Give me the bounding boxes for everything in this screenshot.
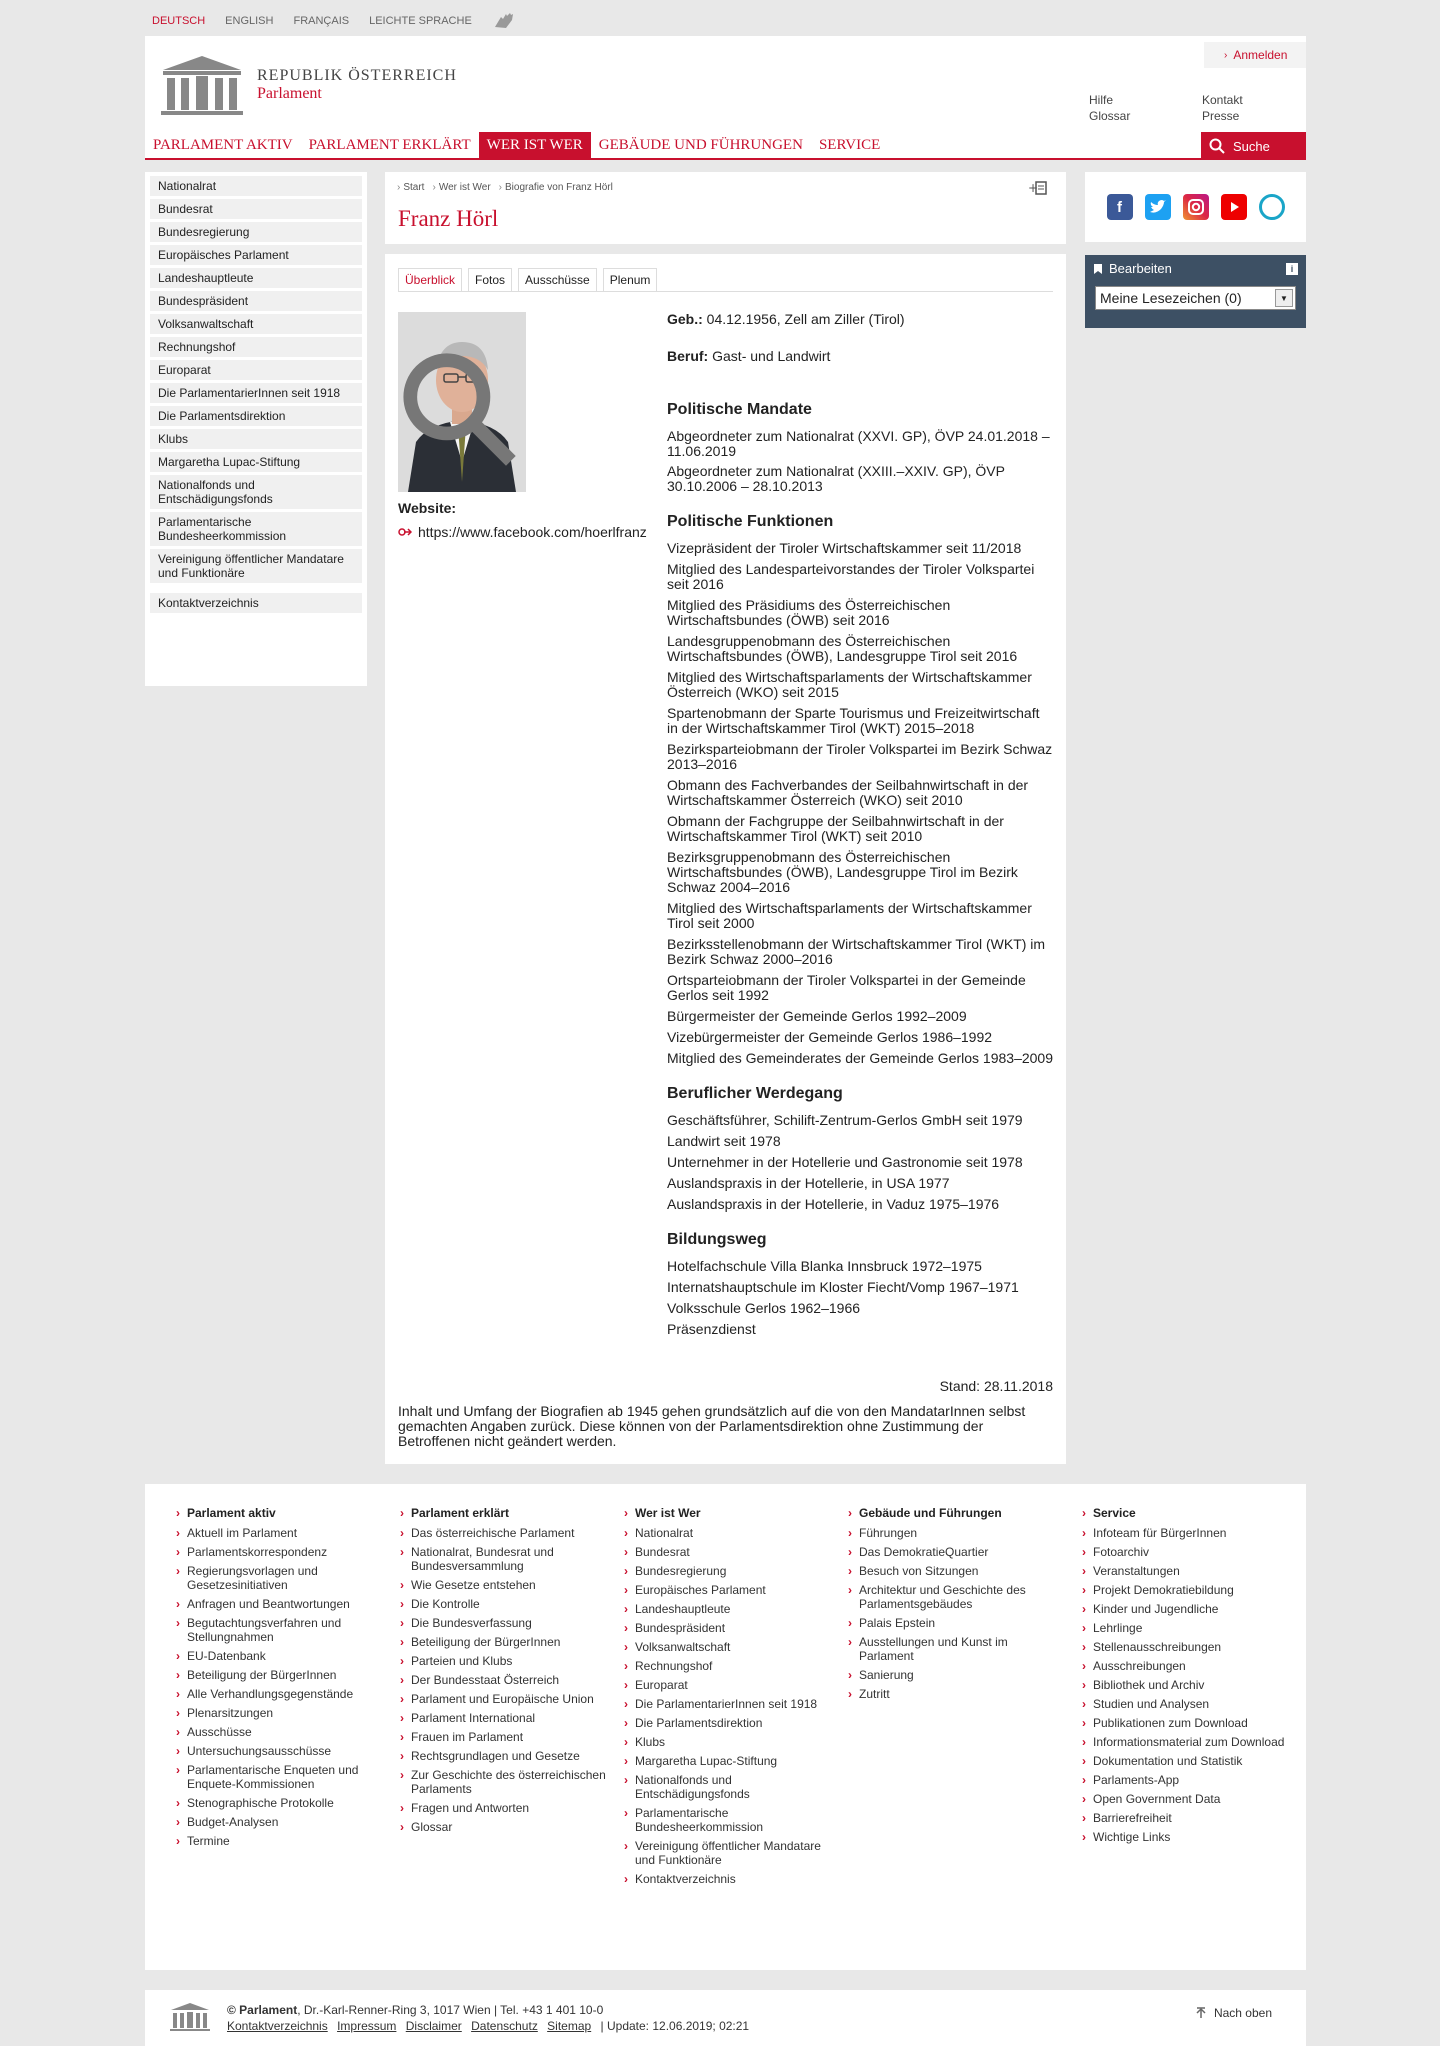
- footer-link[interactable]: › Beteiligung der BürgerInnen: [411, 1635, 611, 1649]
- twitter-bird-glyph: [1149, 199, 1167, 215]
- footer-link[interactable]: › Publikationen zum Download: [1093, 1716, 1293, 1730]
- footer-col-title[interactable]: › Service: [1093, 1506, 1293, 1520]
- footer-link[interactable]: › Plenarsitzungen: [187, 1706, 387, 1720]
- portrait-photo[interactable]: [398, 312, 526, 492]
- footer-link[interactable]: › Europäisches Parlament: [635, 1583, 835, 1597]
- footer-link[interactable]: › Ausstellungen und Kunst im Parlament: [859, 1635, 1059, 1663]
- footer-link[interactable]: › Open Government Data: [1093, 1792, 1293, 1806]
- parliament-building-icon: [159, 54, 245, 116]
- nav-service[interactable]: SERVICE: [818, 136, 881, 153]
- bottom-bar: [145, 1970, 1306, 2046]
- nav-parlament-erklaert[interactable]: PARLAMENT ERKLÄRT: [308, 136, 471, 153]
- footer-link[interactable]: › Zutritt: [859, 1687, 1059, 1701]
- bookmark-select[interactable]: [1095, 286, 1296, 310]
- external-link-icon: [398, 527, 412, 537]
- facebook-icon[interactable]: f: [1107, 194, 1133, 220]
- footer-link[interactable]: › Margaretha Lupac-Stiftung: [635, 1754, 835, 1768]
- bookmark-icon: [1093, 263, 1103, 275]
- list-item: Abgeordneter zum Nationalrat (XXVI. GP), ÖVP 24.01.2018 – 11.06.2019: [667, 428, 1050, 459]
- list-item: Mitglied des Landesparteivorstandes der Tiroler Volkspartei seit 2016: [667, 561, 1035, 592]
- tab-bar: [398, 268, 1053, 292]
- list-item: Spartenobmann der Sparte Tourismus und Freizeitwirtschaft in der Wirtschaftskammer Tirol (WKT) 2015–2018: [667, 705, 1040, 736]
- biography: [667, 312, 1053, 1343]
- job-label: Beruf:: [667, 348, 709, 364]
- back-to-top-label: Nach oben: [1213, 2006, 1272, 2020]
- list-item: Bezirksstellenobmann der Wirtschaftskammer Tirol (WKT) im Bezirk Schwaz 2000–2016: [667, 936, 1046, 967]
- list-item: Ortsparteiobmann der Tiroler Volkspartei in der Gemeinde Gerlos seit 1992: [667, 972, 1026, 1003]
- sidebar: [145, 172, 367, 686]
- disclaimer-text: Inhalt und Umfang der Biografien ab 1945 gehen grundsätzlich auf die von den MandatarInnen selbst gemachten Angaben zurück. Diese können von der Parlamentsdirektion ohne Zustimmung der Betroffenen nicht geändert werden.: [398, 1403, 1026, 1449]
- lang-leichte-sprache[interactable]: LEICHTE SPRACHE: [369, 15, 472, 27]
- breadcrumb-wer-ist-wer[interactable]: › Wer ist Wer: [432, 182, 490, 193]
- parlament-app-icon[interactable]: [1259, 194, 1285, 220]
- footer-link[interactable]: › Kontaktverzeichnis: [635, 1872, 835, 1886]
- career-heading: Beruflicher Werdegang: [667, 1085, 843, 1102]
- footer-link[interactable]: › Besuch von Sitzungen: [859, 1564, 1059, 1578]
- sidebar-item-vereinigung[interactable]: Vereinigung öffentlicher Mandatare und Funktionäre: [150, 549, 362, 583]
- bottom-link-disclaimer[interactable]: Disclaimer: [405, 2019, 462, 2033]
- bottom-link-sitemap[interactable]: Sitemap: [547, 2019, 592, 2033]
- tab-fotos[interactable]: Fotos: [468, 268, 512, 291]
- footer-link[interactable]: › Bundespräsident: [635, 1621, 835, 1635]
- contact-link[interactable]: Kontakt: [1202, 93, 1243, 107]
- page-title: Franz Hörl: [398, 206, 499, 231]
- footer-col-title[interactable]: › Parlament aktiv: [187, 1506, 387, 1520]
- sidebar-item-bundesrat[interactable]: Bundesrat: [150, 199, 362, 219]
- nav-wer-ist-wer[interactable]: WER IST WER: [479, 132, 591, 158]
- content-main: [385, 254, 1066, 1464]
- footer-link[interactable]: › Nationalrat: [635, 1526, 835, 1540]
- footer-link[interactable]: › Die ParlamentarierInnen seit 1918: [635, 1697, 835, 1711]
- footer-link[interactable]: › Projekt Demokratiebildung: [1093, 1583, 1293, 1597]
- footer-link[interactable]: › Die Kontrolle: [411, 1597, 611, 1611]
- list-item: Landesgruppenobmann des Österreichischen Wirtschaftsbundes (ÖWB), Landesgruppe Tirol seit 2016: [667, 633, 1018, 664]
- footer-link[interactable]: › Palais Epstein: [859, 1616, 1059, 1630]
- stand-date: Stand: 28.11.2018: [939, 1378, 1053, 1394]
- sidebar-item-parlamentarierinnen[interactable]: Die ParlamentarierInnen seit 1918: [150, 383, 362, 403]
- footer-link[interactable]: › Regierungsvorlagen und Gesetzesinitiativen: [187, 1564, 387, 1592]
- footer-link[interactable]: › Zur Geschichte des österreichischen Parlaments: [411, 1768, 611, 1796]
- footer-link[interactable]: › Nationalfonds und Entschädigungsfonds: [635, 1773, 835, 1801]
- footer-col-title[interactable]: › Wer ist Wer: [635, 1506, 835, 1520]
- footer-link[interactable]: › Termine: [187, 1834, 387, 1848]
- footer-link[interactable]: › Rechtsgrundlagen und Gesetze: [411, 1749, 611, 1763]
- sidebar-item-europarat[interactable]: Europarat: [150, 360, 362, 380]
- footer-link[interactable]: › Lehrlinge: [1093, 1621, 1293, 1635]
- tab-plenum[interactable]: Plenum: [603, 268, 658, 291]
- sidebar-item-nationalrat[interactable]: Nationalrat: [150, 176, 362, 196]
- footer-link[interactable]: › Rechnungshof: [635, 1659, 835, 1673]
- search-icon: [1209, 138, 1225, 154]
- website-link[interactable]: [398, 524, 647, 540]
- bookmark-add-icon[interactable]: [1028, 180, 1048, 196]
- career-list: [667, 1113, 1053, 1212]
- footer-link[interactable]: › Vereinigung öffentlicher Mandatare und Funktionäre: [635, 1839, 835, 1867]
- login-button[interactable]: [1204, 42, 1306, 68]
- parliament-building-icon: [169, 2002, 211, 2032]
- list-item: Bezirksgruppenobmann des Österreichischen Wirtschaftsbundes (ÖWB), Landesgruppe Tirol im Bezirk Schwaz 2004–2016: [667, 849, 1018, 895]
- footer-link[interactable]: › Kinder und Jugendliche: [1093, 1602, 1293, 1616]
- job-value: Gast- und Landwirt: [708, 348, 831, 364]
- info-icon[interactable]: i: [1286, 263, 1298, 275]
- list-item: Abgeordneter zum Nationalrat (XXIII.–XXIV. GP), ÖVP 30.10.2006 – 28.10.2013: [667, 463, 1005, 494]
- zoom-icon[interactable]: [398, 316, 520, 492]
- footer-link[interactable]: › Parlaments-App: [1093, 1773, 1293, 1787]
- twitter-icon[interactable]: [1145, 194, 1171, 220]
- footer-col-title[interactable]: › Gebäude und Führungen: [859, 1506, 1059, 1520]
- footer-col-wer-ist-wer: [635, 1506, 835, 1891]
- lang-deutsch[interactable]: DEUTSCH: [152, 15, 206, 27]
- update-date: | Update: 12.06.2019; 02:21: [600, 2019, 750, 2033]
- footer-link[interactable]: › Die Bundesverfassung: [411, 1616, 611, 1630]
- util-links-right: [1202, 92, 1243, 124]
- footer-link[interactable]: › Parlament und Europäische Union: [411, 1692, 611, 1706]
- play-glyph: [1227, 200, 1241, 214]
- footer-col-parlament-erklaert: [411, 1506, 611, 1839]
- glossary-link[interactable]: Glossar: [1089, 109, 1131, 123]
- footer-link[interactable]: › Der Bundesstaat Österreich: [411, 1673, 611, 1687]
- list-item: Internatshauptschule im Kloster Fiecht/Vomp 1967–1971: [667, 1279, 1019, 1295]
- login-label: Anmelden: [1233, 48, 1288, 62]
- language-bar: [152, 10, 516, 32]
- footer-link[interactable]: › Nationalrat, Bundesrat und Bundesversammlung: [411, 1545, 611, 1573]
- sidebar-item-rechnungshof[interactable]: Rechnungshof: [150, 337, 362, 357]
- born-row: [667, 312, 1053, 327]
- lang-francais[interactable]: FRANÇAIS: [293, 15, 350, 27]
- functions-list: [667, 541, 1053, 1066]
- logo-text-republik: REPUBLIK ÖSTERREICH: [257, 67, 457, 84]
- list-item: Auslandspraxis in der Hotellerie, in USA 1977: [667, 1175, 950, 1191]
- list-item: Präsenzdienst: [667, 1321, 756, 1337]
- instagram-glyph: [1187, 198, 1205, 216]
- footer-link[interactable]: › Stenographische Protokolle: [187, 1796, 387, 1810]
- footer-link[interactable]: › Infoteam für BürgerInnen: [1093, 1526, 1293, 1540]
- arrow-up-icon: [1196, 2007, 1206, 2019]
- footer-link[interactable]: › Parlamentskorrespondenz: [187, 1545, 387, 1559]
- footer-link[interactable]: › Parlamentarische Bundesheerkommission: [635, 1806, 835, 1834]
- footer-link[interactable]: › Anfragen und Beantwortungen: [187, 1597, 387, 1611]
- sidebar-item-volksanwaltschaft[interactable]: Volksanwaltschaft: [150, 314, 362, 334]
- footer-link[interactable]: › Parlament International: [411, 1711, 611, 1725]
- functions-heading: Politische Funktionen: [667, 513, 834, 530]
- svg-text:+: +: [1028, 181, 1039, 195]
- born-value: 04.12.1956, Zell am Ziller (Tirol): [702, 311, 905, 327]
- footer-link[interactable]: › Führungen: [859, 1526, 1059, 1540]
- lang-english[interactable]: ENGLISH: [225, 15, 274, 27]
- footer-link[interactable]: › Informationsmaterial zum Download: [1093, 1735, 1293, 1749]
- footer-link[interactable]: › Stellenausschreibungen: [1093, 1640, 1293, 1654]
- breadcrumb: [397, 182, 613, 193]
- footer-link[interactable]: › Ausschüsse: [187, 1725, 387, 1739]
- footer-link[interactable]: › Studien und Analysen: [1093, 1697, 1293, 1711]
- footer-col-gebaeude: [859, 1506, 1059, 1706]
- footer-link[interactable]: › Klubs: [635, 1735, 835, 1749]
- footer-link[interactable]: › Aktuell im Parlament: [187, 1526, 387, 1540]
- footer-link[interactable]: › Glossar: [411, 1820, 611, 1834]
- util-links-left: [1089, 92, 1130, 124]
- sidebar-item-bundesregierung[interactable]: Bundesregierung: [150, 222, 362, 242]
- footer-link[interactable]: › Dokumentation und Statistik: [1093, 1754, 1293, 1768]
- footer-link[interactable]: › Parteien und Klubs: [411, 1654, 611, 1668]
- tab-ausschuesse[interactable]: Ausschüsse: [518, 268, 597, 291]
- footer-link[interactable]: › Veranstaltungen: [1093, 1564, 1293, 1578]
- footer-link[interactable]: › Parlamentarische Enqueten und Enquete-Kommissionen: [187, 1763, 387, 1791]
- youtube-icon[interactable]: [1221, 194, 1247, 220]
- list-item: Hotelfachschule Villa Blanka Innsbruck 1972–1975: [667, 1258, 982, 1274]
- copyright-org: © Parlament: [227, 2003, 298, 2017]
- sidebar-item-bundespraesident[interactable]: Bundespräsident: [150, 291, 362, 311]
- breadcrumb-current: › Biografie von Franz Hörl: [499, 182, 613, 193]
- chevron-down-icon: ▼: [1275, 289, 1293, 307]
- search-button[interactable]: [1201, 132, 1306, 160]
- footer-link[interactable]: › Begutachtungsverfahren und Stellungnahmen: [187, 1616, 387, 1644]
- list-item: Mitglied des Wirtschaftsparlaments der Wirtschaftskammer Österreich (WKO) seit 2015: [667, 669, 1032, 700]
- footer-link[interactable]: › Das DemokratieQuartier: [859, 1545, 1059, 1559]
- education-heading: Bildungsweg: [667, 1231, 767, 1248]
- footer-link[interactable]: › Bibliothek und Archiv: [1093, 1678, 1293, 1692]
- list-item: Geschäftsführer, Schilift-Zentrum-Gerlos GmbH seit 1979: [667, 1112, 1023, 1128]
- tab-ueberblick[interactable]: Überblick: [398, 268, 462, 291]
- bottom-link-datenschutz[interactable]: Datenschutz: [471, 2019, 538, 2033]
- list-item: Unternehmer in der Hotellerie und Gastronomie seit 1978: [667, 1154, 1023, 1170]
- footer-link[interactable]: › Budget-Analysen: [187, 1815, 387, 1829]
- footer-link[interactable]: › Europarat: [635, 1678, 835, 1692]
- bottom-links: [227, 2018, 749, 2034]
- help-link[interactable]: Hilfe: [1089, 93, 1114, 107]
- list-item: Obmann des Fachverbandes der Seilbahnwirtschaft in der Wirtschaftskammer Österreich (WKO) seit 2010: [667, 777, 1029, 808]
- footer-sitemap: [145, 1484, 1306, 1970]
- breadcrumb-start[interactable]: › Start: [397, 182, 424, 193]
- list-item: Obmann der Fachgruppe der Seilbahnwirtschaft in der Wirtschaftskammer Tirol (WKT) seit 2010: [667, 813, 1004, 844]
- social-links: [1085, 172, 1306, 242]
- list-item: Landwirt seit 1978: [667, 1133, 781, 1149]
- sidebar-item-klubs[interactable]: Klubs: [150, 429, 362, 449]
- search-label: Suche: [1233, 138, 1270, 154]
- footer-link[interactable]: › Bundesregierung: [635, 1564, 835, 1578]
- content-header: [385, 172, 1066, 244]
- footer-link[interactable]: › Wie Gesetze entstehen: [411, 1578, 611, 1592]
- footer-link[interactable]: › Wichtige Links: [1093, 1830, 1293, 1844]
- education-list: [667, 1259, 1053, 1337]
- address: , Dr.-Karl-Renner-Ring 3, 1017 Wien | Tel. +43 1 401 10-0: [297, 2003, 604, 2017]
- list-item: Bürgermeister der Gemeinde Gerlos 1992–2009: [667, 1008, 967, 1024]
- sidebar-item-landeshauptleute[interactable]: Landeshauptleute: [150, 268, 362, 288]
- bottom-link-kontakt[interactable]: Kontaktverzeichnis: [227, 2019, 328, 2033]
- press-link[interactable]: Presse: [1202, 109, 1240, 123]
- list-item: Mitglied des Gemeinderates der Gemeinde Gerlos 1983–2009: [667, 1050, 1054, 1066]
- chevron-right-icon: ›: [1224, 49, 1228, 61]
- footer-link[interactable]: › Das österreichische Parlament: [411, 1526, 611, 1540]
- footer-link[interactable]: › Frauen im Parlament: [411, 1730, 611, 1744]
- sidebar-item-parlamentsdirektion[interactable]: Die Parlamentsdirektion: [150, 406, 362, 426]
- footer-link[interactable]: › Bundesrat: [635, 1545, 835, 1559]
- footer-link[interactable]: › Sanierung: [859, 1668, 1059, 1682]
- footer-link[interactable]: › Landeshauptleute: [635, 1602, 835, 1616]
- job-row: [667, 349, 1053, 364]
- back-to-top-link[interactable]: [1196, 2006, 1272, 2020]
- sidebar-item-eu-parlament[interactable]: Europäisches Parlament: [150, 245, 362, 265]
- website-url: https://www.facebook.com/hoerlfranz: [418, 524, 647, 540]
- mandates-heading: Politische Mandate: [667, 401, 812, 418]
- list-item: Volksschule Gerlos 1962–1966: [667, 1300, 861, 1316]
- footer-col-title[interactable]: › Parlament erklärt: [411, 1506, 611, 1520]
- logo-text-parlament: Parlament: [257, 85, 322, 102]
- sidebar-item-kontaktverzeichnis[interactable]: Kontaktverzeichnis: [150, 593, 362, 613]
- nav-parlament-aktiv[interactable]: PARLAMENT AKTIV: [153, 136, 293, 153]
- sidebar-item-nationalfonds[interactable]: Nationalfonds und Entschädigungsfonds: [150, 475, 362, 509]
- bookmark-title[interactable]: Bearbeiten: [1109, 261, 1172, 276]
- footer-col-parlament-aktiv: [187, 1506, 387, 1853]
- footer-link[interactable]: › Beteiligung der BürgerInnen: [187, 1668, 387, 1682]
- list-item: Bezirksparteiobmann der Tiroler Volkspartei im Bezirk Schwaz 2013–2016: [667, 741, 1053, 772]
- nav-gebaeude-fuehrungen[interactable]: GEBÄUDE UND FÜHRUNGEN: [598, 136, 803, 153]
- list-item: Auslandspraxis in der Hotellerie, in Vaduz 1975–1976: [667, 1196, 1000, 1212]
- sign-language-icon[interactable]: [492, 12, 516, 30]
- bookmark-select-value: Meine Lesezeichen (0): [1100, 290, 1242, 306]
- footer-link[interactable]: › Architektur und Geschichte des Parlamentsgebäudes: [859, 1583, 1059, 1611]
- footer-link[interactable]: › Fragen und Antworten: [411, 1801, 611, 1815]
- footer-link[interactable]: › Ausschreibungen: [1093, 1659, 1293, 1673]
- footer-link[interactable]: › Barrierefreiheit: [1093, 1811, 1293, 1825]
- bookmark-header: [1085, 255, 1306, 282]
- website-label: Website:: [398, 500, 457, 516]
- list-item: Vizebürgermeister der Gemeinde Gerlos 1986–1992: [667, 1029, 993, 1045]
- sidebar-item-lupac-stiftung[interactable]: Margaretha Lupac-Stiftung: [150, 452, 362, 472]
- bookmark-panel: [1085, 255, 1306, 328]
- list-item: Mitglied des Präsidiums des Österreichischen Wirtschaftsbundes (ÖWB) seit 2016: [667, 597, 951, 628]
- header: [145, 36, 1306, 132]
- mandates-list: [667, 429, 1053, 494]
- list-item: Vizepräsident der Tiroler Wirtschaftskammer seit 11/2018: [667, 540, 1022, 556]
- footer-link[interactable]: › Die Parlamentsdirektion: [635, 1716, 835, 1730]
- instagram-icon[interactable]: [1183, 194, 1209, 220]
- list-item: Mitglied des Wirtschaftsparlaments der Wirtschaftskammer Tirol seit 2000: [667, 900, 1032, 931]
- born-label: Geb.:: [667, 311, 703, 327]
- footer-link[interactable]: › Fotoarchiv: [1093, 1545, 1293, 1559]
- footer-link[interactable]: › Untersuchungsausschüsse: [187, 1744, 387, 1758]
- footer-link[interactable]: › Volksanwaltschaft: [635, 1640, 835, 1654]
- main-nav: [145, 132, 1306, 160]
- footer-link[interactable]: › EU-Datenbank: [187, 1649, 387, 1663]
- footer-col-service: [1093, 1506, 1293, 1849]
- bottom-link-impressum[interactable]: Impressum: [337, 2019, 397, 2033]
- parliament-logo[interactable]: [159, 54, 457, 116]
- footer-link[interactable]: › Alle Verhandlungsgegenstände: [187, 1687, 387, 1701]
- sidebar-item-bundesheerkommission[interactable]: Parlamentarische Bundesheerkommission: [150, 512, 362, 546]
- bottom-text: [227, 2002, 749, 2034]
